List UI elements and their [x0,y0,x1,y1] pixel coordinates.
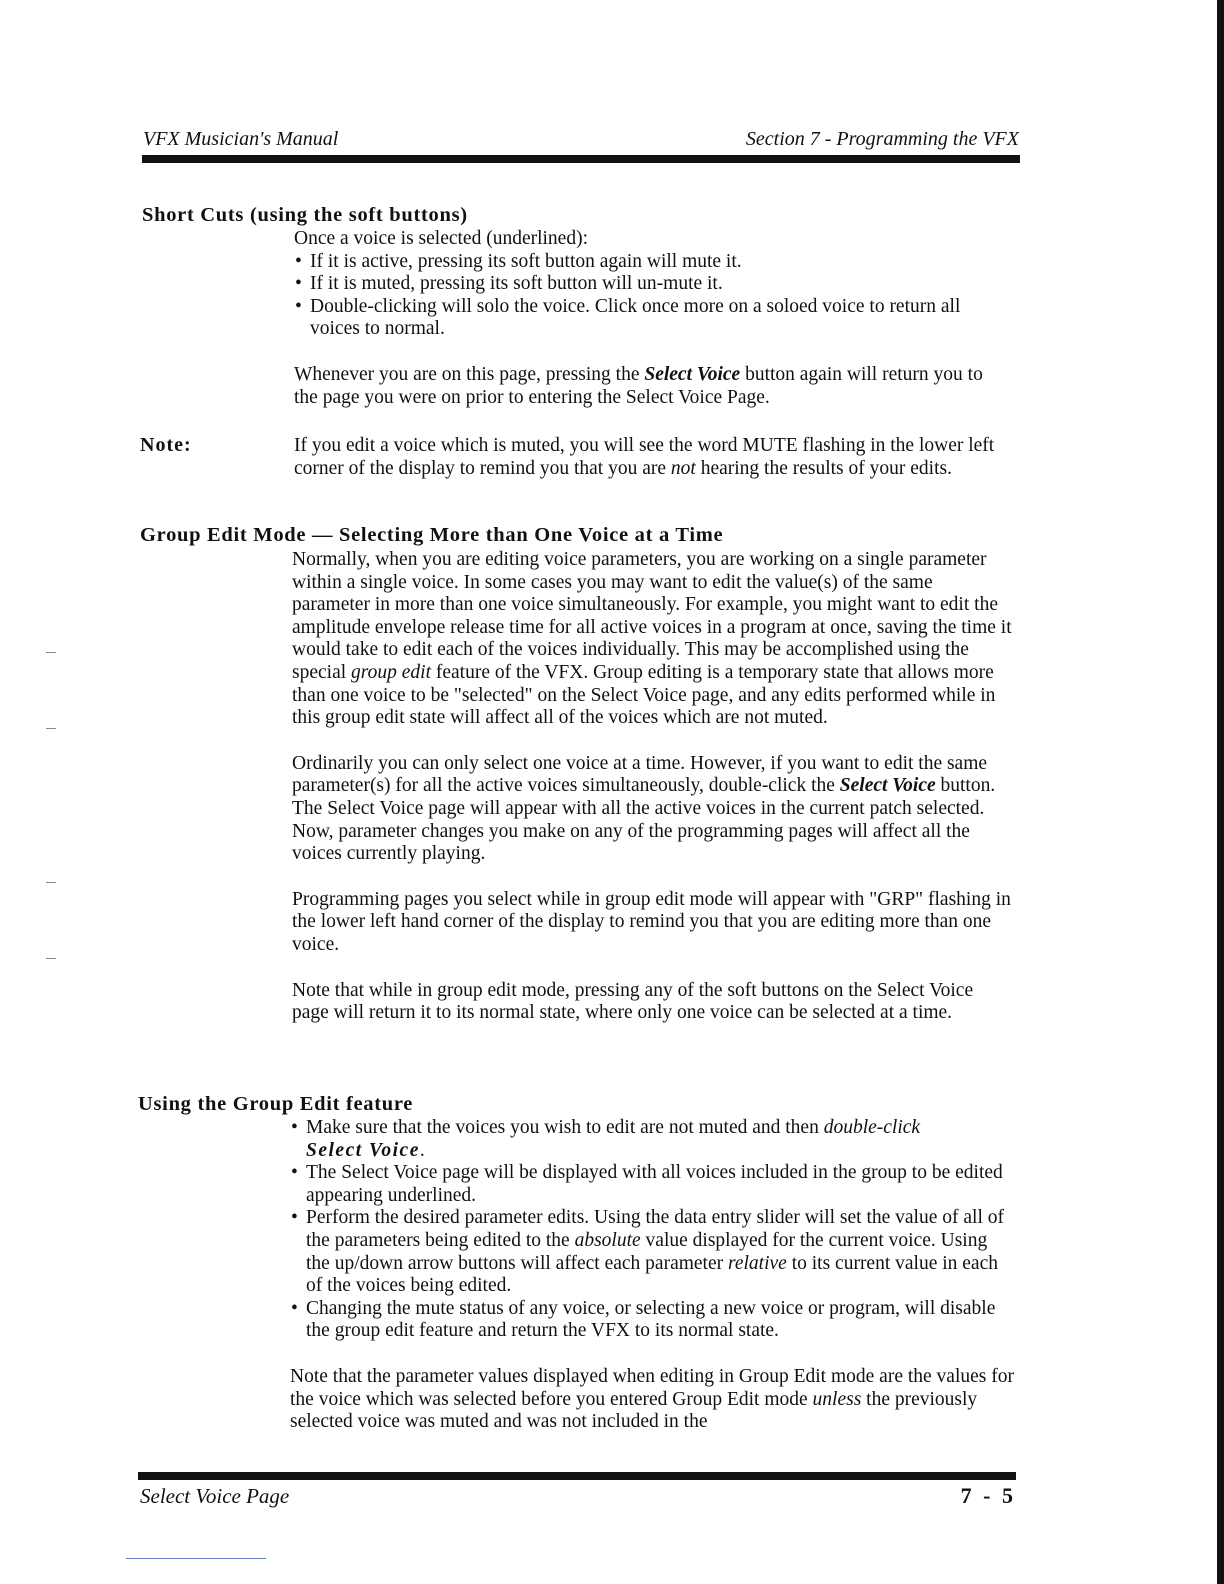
list-item: • The Select Voice page will be displayed with all voices included in the group to be edited appearing underlined. [290,1162,1015,1207]
paragraph: Programming pages you select while in group edit mode will appear with "GRP" flashing in the lower left hand corner of the display to remind you that you are editing more than one voice. [292,888,1011,955]
header-rule [142,155,1020,163]
group-edit-mode-heading: Group Edit Mode — Selecting More than One Voice at a Time [140,524,724,546]
select-voice-term: Select Voice [644,363,741,385]
select-voice-return-paragraph: Whenever you are on this page, pressing the Select Voice button again will return you to the page you were on prior to entering the Select Voice Page. [294,363,983,408]
margin-tick [46,728,56,729]
paragraph: Note that the parameter values displayed when editing in Group Edit mode are the values for the voice which was selected before you entered Group Edit mode unless the previously selected voice was muted and was not included in the [290,1365,1014,1433]
paragraph: Ordinarily you can only select one voice at a time. However, if you want to edit the same parameter(s) for all the active voices simultaneously, double-click the Select Voice button. The Select Voice page will appear with all the active voices in the current patch selected. Now, parameter changes you make on any of the programming pages will affect all the voices currently playing. [292,752,996,865]
paragraph: Normally, when you are editing voice parameters, you are working on a single parameter within a single voice. In some cases you may want to edit the value(s) of the same parameter in more than one voice simultaneously. For example, you might want to edit the amplitude envelope release time for all active voices in a program at once, saving the time it would take to edit each of the voices individually. This may be accomplished using the special group edit feature of the VFX. Group editing is a temporary state that allows more than one voice to be "selected" on the Select Voice page, and any edits performed while in this group edit state will affect all of the voices which are not muted. [292,549,1012,729]
list-item: • Perform the desired parameter edits. Using the data entry slider will set the value of all of the parameters being edited to the absolute value displayed for the current voice. Using the up/down arrow buttons will affect each parameter relative to its current value in each of the voices being edited. [290,1207,1015,1297]
using-group-edit-body [290,1117,1015,1434]
paragraph: Note that while in group edit mode, pressing any of the soft buttons on the Select Voice page will return it to its normal state, where only one voice can be selected at a time. [292,979,974,1024]
short-cuts-body [294,228,1010,409]
list-item: • Changing the mute status of any voice, or selecting a new voice or program, will disable the group edit feature and return the VFX to its normal state. [290,1298,1015,1343]
running-header-title: VFX Musician's Manual [143,128,339,150]
margin-tick [46,652,56,653]
short-cuts-list [294,251,1010,341]
note-label: Note: [140,434,192,456]
emphasis-not: not [670,457,696,479]
using-group-edit-heading: Using the Group Edit feature [138,1093,414,1115]
note-body: If you edit a voice which is muted, you will see the word MUTE flashing in the lower left corner of the display to remind you that you are not hearing the results of your edits. [294,435,995,479]
group-edit-mode-body [292,549,1012,1025]
scan-edge-bar [1217,0,1224,1584]
list-item: • Double-clicking will solo the voice. Click once more on a soloed voice to return all voices to normal. [294,296,1010,341]
list-item: • If it is muted, pressing its soft button will un-mute it. [294,273,1010,296]
footer-rule [138,1472,1016,1480]
running-footer-title: Select Voice Page [140,1484,290,1508]
list-item: • If it is active, pressing its soft button again will mute it. [294,251,1010,274]
short-cuts-heading: Short Cuts (using the soft buttons) [142,204,468,226]
steps-list [290,1117,1015,1343]
page-number: 7 - 5 [960,1483,1016,1508]
running-header-section: Section 7 - Programming the VFX [745,128,1019,150]
short-cuts-intro: Once a voice is selected (underlined): [294,228,588,249]
margin-tick [46,882,56,883]
margin-tick [46,958,56,959]
link-underline [126,1558,266,1559]
list-item: • Make sure that the voices you wish to edit are not muted and then double-click Select Voice. [290,1117,1015,1162]
